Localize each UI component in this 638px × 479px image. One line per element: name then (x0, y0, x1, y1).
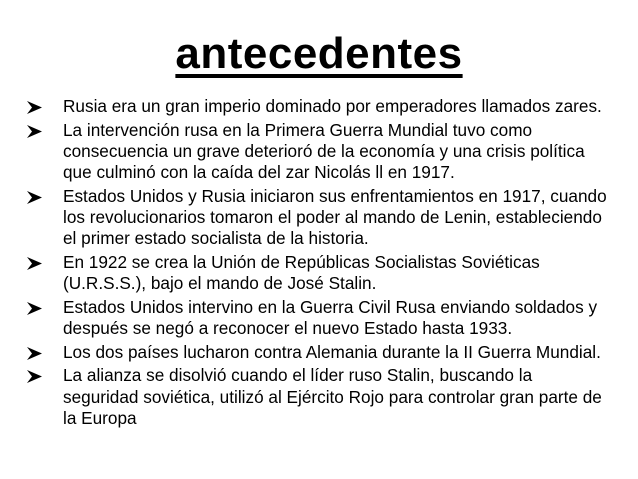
slide-title (0, 28, 638, 80)
list-item (27, 252, 612, 295)
arrowhead-bullet-icon (27, 370, 42, 383)
arrowhead-bullet-icon (27, 125, 42, 138)
arrowhead-bullet-icon (27, 347, 42, 360)
arrowhead-bullet-icon (27, 302, 42, 315)
list-item (27, 342, 612, 363)
arrowhead-bullet-icon (27, 191, 42, 204)
bullet-text: La alianza se disolvió cuando el líder ruso Stalin, buscando la seguridad soviética, utilizó al Ejército Rojo para controlar gran parte de la Europa (63, 365, 602, 428)
bullet-text: Estados Unidos intervino en la Guerra Civil Rusa enviando soldados y después se negó a reconocer el nuevo Estado hasta 1933. (63, 296, 598, 339)
arrowhead-bullet-icon (27, 101, 42, 114)
list-item (27, 186, 612, 250)
list-item (27, 297, 612, 340)
slide-title-text: antecedentes (175, 29, 463, 78)
bullet-text: Rusia era un gran imperio dominado por emperadores llamados zares. (63, 96, 602, 116)
bullet-text: La intervención rusa en la Primera Guerra Mundial tuvo como consecuencia un grave deterioró de la economía y una crisis política que culminó con la caída del zar Nicolás ll en 1917. (63, 119, 585, 183)
list-item (27, 120, 612, 184)
bullet-list (27, 96, 612, 432)
list-item (27, 96, 612, 117)
bullet-text: Los dos países lucharon contra Alemania durante la II Guerra Mundial. (63, 341, 601, 362)
list-item (27, 365, 612, 429)
bullet-text: En 1922 se crea la Unión de Repúblicas Socialistas Soviéticas (U.R.S.S.), bajo el mando de José Stalin. (63, 251, 540, 294)
arrowhead-bullet-icon (27, 257, 42, 270)
bullet-text: Estados Unidos y Rusia iniciaron sus enfrentamientos en 1917, cuando los revolucionarios tomaron el poder al mando de Lenin, estableciendo el primer estado socialista de la historia. (63, 185, 607, 249)
